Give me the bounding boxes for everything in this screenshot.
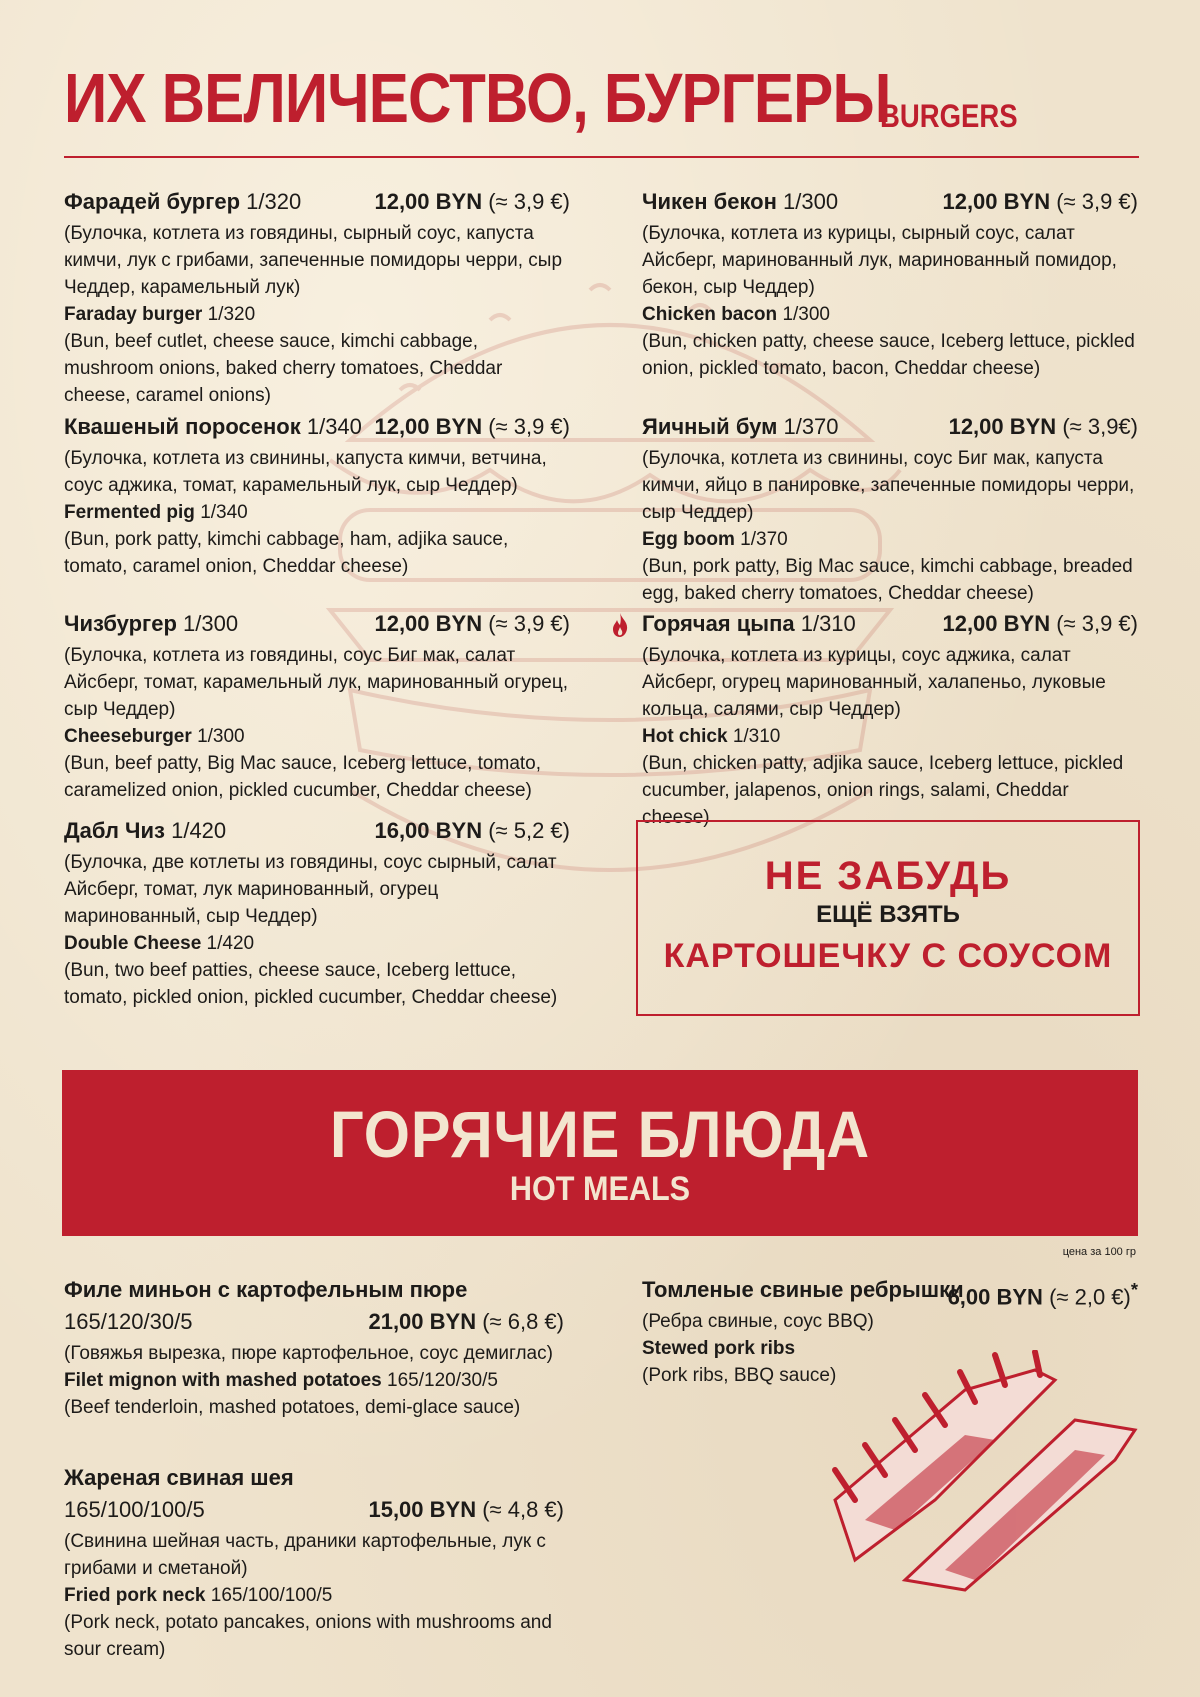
menu-item	[64, 413, 570, 580]
item-name: Жареная свиная шея	[64, 1465, 294, 1490]
price-footnote-mark: *	[1130, 1279, 1138, 1300]
menu-item	[64, 188, 570, 409]
item-weight-en: 1/370	[740, 529, 788, 550]
item-description-en: (Bun, beef cutlet, cheese sauce, kimchi cabbage, mushroom onions, baked cherry tomatoes, Cheddar cheese, caramel onions)	[64, 331, 503, 406]
item-weight-en: 165/120/30/5	[387, 1370, 498, 1391]
item-weight: 1/370	[783, 414, 839, 439]
burgers-title: ИХ ВЕЛИЧЕСТВО, БУРГЕРЫ	[64, 59, 891, 137]
item-description: (Булочка, котлета из курицы, сырный соус, салат Айсберг, маринованный лук, маринованный помидор, бекон, сыр Чеддер)	[642, 223, 1117, 298]
item-weight-en: 1/310	[732, 726, 781, 747]
item-price: 21,00 BYN	[368, 1309, 477, 1334]
item-name-en: Fermented pig	[64, 502, 195, 523]
item-price-approx: (≈ 4,8 €)	[482, 1497, 564, 1522]
item-description-en: (Bun, beef patty, Big Mac sauce, Iceberg lettuce, tomato, caramelized onion, pickled cucumber, Cheddar cheese)	[64, 753, 542, 801]
item-name: Яичный бум	[642, 414, 778, 439]
promo-line-3: КАРТОШЕЧКУ С СОУСОМ	[663, 937, 1113, 975]
item-name-en: Double Cheese	[64, 933, 202, 954]
item-weight: 1/320	[246, 189, 302, 214]
heading-divider	[64, 156, 1139, 158]
item-price: 12,00 BYN	[374, 414, 483, 439]
item-weight-en: 1/420	[206, 933, 255, 954]
item-description-en: (Bun, pork patty, kimchi cabbage, ham, adjika sauce, tomato, caramel onion, Cheddar cheese)	[64, 529, 509, 577]
menu-item	[64, 610, 570, 804]
item-weight: 1/420	[171, 818, 227, 843]
item-name: Филе миньон с картофельным пюре	[64, 1277, 468, 1302]
item-name-en: Hot chick	[642, 726, 728, 747]
item-weight: 1/340	[306, 414, 362, 439]
hot-meals-title: ГОРЯЧИЕ БЛЮДА	[329, 1097, 871, 1171]
item-name-en: Egg boom	[642, 529, 735, 550]
burgers-title-en: BURGERS	[880, 98, 1018, 134]
burgers-heading	[64, 58, 1025, 138]
item-price: 16,00 BYN	[374, 818, 483, 843]
promo-line-1: НЕ ЗАБУДЬ	[764, 854, 1012, 898]
item-price-approx: (≈ 2,0 €)	[1049, 1284, 1131, 1310]
item-weight-en: 1/300	[197, 726, 245, 747]
menu-item	[642, 413, 1138, 607]
pork-ribs-illustration-icon	[815, 1350, 1145, 1600]
item-price: 12,00 BYN	[374, 611, 483, 636]
item-name-en: Chicken bacon	[642, 304, 778, 325]
item-description-en: (Pork neck, potato pancakes, onions with mushrooms and sour cream)	[64, 1612, 552, 1660]
item-price: 12,00 BYN	[942, 611, 1051, 636]
item-name: Квашеный поросенок	[64, 414, 301, 439]
item-description: (Булочка, котлета из говядины, соус Биг мак, салат Айсберг, томат, карамельный лук, маринованный огурец, сыр Чеддер)	[64, 645, 569, 720]
item-price-approx: (≈ 3,9 €)	[1056, 611, 1138, 636]
menu-item	[64, 817, 570, 1011]
item-description: (Булочка, котлета из свинины, капуста кимчи, ветчина, соус аджика, томат, карамельный лук, сыр Чеддер)	[64, 448, 547, 496]
item-price-approx: (≈ 3,9 €)	[488, 611, 570, 636]
promo-box	[636, 820, 1140, 1016]
item-name: Томленые свиные ребрышки	[642, 1277, 964, 1302]
item-price-approx: (≈ 3,9 €)	[1056, 189, 1138, 214]
item-name-en: Faraday burger	[64, 304, 203, 325]
item-description: (Говяжья вырезка, пюре картофельное, соус демиглас)	[64, 1343, 553, 1364]
item-price: 15,00 BYN	[368, 1497, 477, 1522]
item-weight: 1/310	[800, 611, 856, 636]
item-name-en: Fried pork neck	[64, 1585, 206, 1606]
item-description: (Булочка, котлета из курицы, соус аджика, салат Айсберг, огурец маринованный, халапеньо, луковые кольца, салями, сыр Чеддер)	[642, 645, 1106, 720]
menu-item	[642, 188, 1138, 382]
item-description-en: (Pork ribs, BBQ sauce)	[642, 1365, 837, 1386]
item-weight: 1/300	[183, 611, 239, 636]
item-description: (Свинина шейная часть, драники картофельные, лук с грибами и сметаной)	[64, 1531, 546, 1579]
item-price-approx: (≈ 3,9€)	[1062, 414, 1138, 439]
menu-item	[64, 1276, 564, 1421]
item-price: 12,00 BYN	[374, 189, 483, 214]
item-description-en: (Bun, chicken patty, adjika sauce, Iceberg lettuce, pickled cucumber, jalapenos, onion rings, salami, Cheddar cheese)	[642, 753, 1124, 828]
item-weight: 1/300	[783, 189, 839, 214]
item-description: (Ребра свиные, соус BBQ)	[642, 1311, 874, 1332]
item-description: (Булочка, котлета из свинины, соус Биг мак, капуста кимчи, яйцо в панировке, запеченные помидоры черри, сыр Чеддер)	[642, 448, 1135, 523]
item-price-approx: (≈ 5,2 €)	[488, 818, 570, 843]
item-weight-en: 1/320	[207, 304, 256, 325]
menu-item	[64, 1464, 564, 1663]
hot-meals-banner	[62, 1070, 1138, 1236]
item-name: Горячая цыпа	[642, 611, 795, 636]
item-description: (Булочка, котлета из говядины, сырный соус, капуста кимчи, лук с грибами, запеченные помидоры черри, сыр Чеддер, карамельный лук)	[64, 223, 563, 298]
item-name: Дабл Чиз	[64, 818, 165, 843]
item-price-approx: (≈ 3,9 €)	[488, 189, 570, 214]
item-price: 12,00 BYN	[948, 414, 1057, 439]
item-price-approx: (≈ 3,9 €)	[488, 414, 570, 439]
item-name-en: Cheeseburger	[64, 726, 192, 747]
item-description-en: (Beef tenderloin, mashed potatoes, demi-glace sauce)	[64, 1397, 521, 1418]
item-description: (Булочка, две котлеты из говядины, соус сырный, салат Айсберг, томат, лук маринованный, огурец маринованный, сыр Чеддер)	[64, 852, 557, 927]
item-price: 6,00 BYN	[947, 1284, 1043, 1310]
item-weight: 165/100/100/5	[64, 1497, 205, 1522]
item-weight-en: 165/100/100/5	[210, 1585, 333, 1606]
promo-line-2: ЕЩЁ ВЗЯТЬ	[816, 901, 960, 928]
item-name: Фарадей бургер	[64, 189, 241, 214]
item-name-en: Stewed pork ribs	[642, 1338, 796, 1359]
menu-item	[642, 610, 1138, 831]
item-weight-en: 1/340	[200, 502, 248, 523]
hot-meals-title-en: HOT MEALS	[509, 1170, 691, 1208]
item-weight: 165/120/30/5	[64, 1309, 193, 1334]
item-description-en: (Bun, chicken patty, cheese sauce, Iceberg lettuce, pickled onion, pickled tomato, bacon, Cheddar cheese)	[642, 331, 1135, 379]
item-description-en: (Bun, pork patty, Big Mac sauce, kimchi cabbage, breaded egg, baked cherry tomatoes, Cheddar cheese)	[642, 556, 1133, 604]
price-note: цена за 100 гр	[1062, 1246, 1136, 1258]
item-price-approx: (≈ 6,8 €)	[482, 1309, 564, 1334]
item-price: 12,00 BYN	[942, 189, 1051, 214]
item-name: Чизбургер	[64, 611, 177, 636]
fire-icon	[610, 612, 630, 638]
item-weight-en: 1/300	[782, 304, 830, 325]
item-name-en: Filet mignon with mashed potatoes	[64, 1370, 382, 1391]
item-description-en: (Bun, two beef patties, cheese sauce, Iceberg lettuce, tomato, pickled onion, pickled cucumber, Cheddar cheese)	[64, 960, 558, 1008]
item-name: Чикен бекон	[642, 189, 777, 214]
